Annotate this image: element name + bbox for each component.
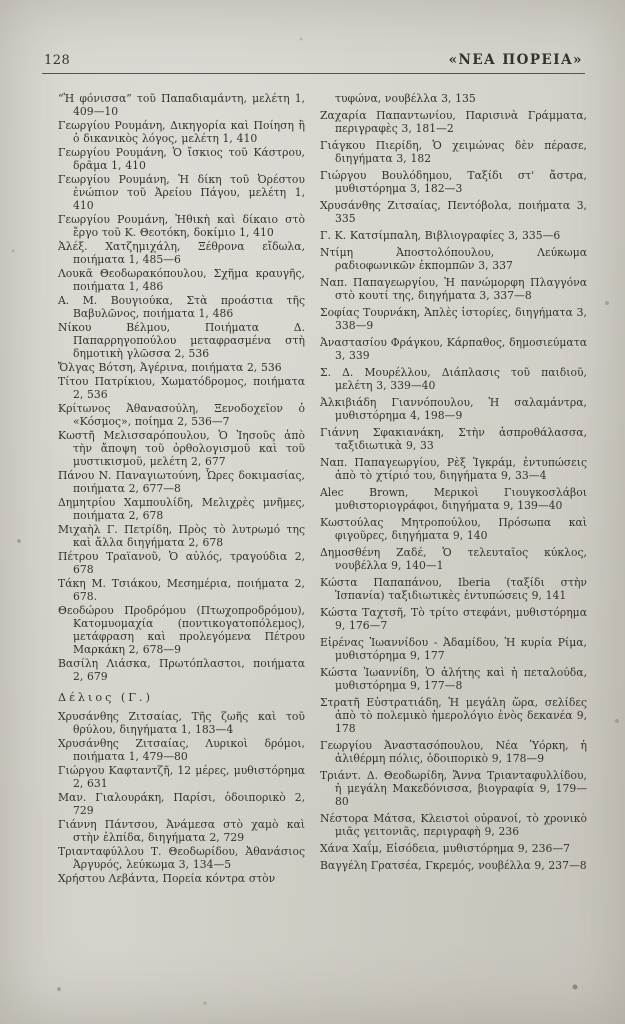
index-entry: Γιώργου Καφταντζῆ, 12 μέρες, μυθιστόρημα 2, 631 bbox=[58, 764, 305, 790]
index-entry: Γιώργου Βουλόδημου, Ταξίδι στ' ἄστρα, μυθιστόρημα 3, 182—3 bbox=[320, 169, 587, 195]
index-entry: Κωστούλας Μητροπούλου, Πρόσωπα καὶ φιγοῦρες, διηγήματα 9, 140 bbox=[320, 516, 587, 542]
left-column-entries-bottom bbox=[58, 710, 305, 885]
index-entry: Γεωργίου Ρουμάνη, Ἡ δίκη τοῦ Ὀρέστου ἐνώπιον τοῦ Ἀρείου Πάγου, μελέτη 1, 410 bbox=[58, 173, 305, 212]
index-entry: Στρατῆ Εὐστρατιάδη, Ἡ μεγάλη ὥρα, σελίδες ἀπὸ τὸ πολεμικὸ ἡμερολόγιο ἑνὸς δεκανέα 9, 178 bbox=[320, 696, 587, 735]
index-entry: Χρήστου Λεβάντα, Πορεία κόντρα στὸν bbox=[58, 872, 276, 885]
index-entry: Κώστα Ταχτσῆ, Τὸ τρίτο στεφάνι, μυθιστόρημα 9, 176—7 bbox=[320, 606, 587, 632]
index-entry: Κώστα Παπαπάνου, Iberia (ταξίδι στὴν Ἱσπανία) ταξιδιωτικὲς ἐντυπώσεις 9, 141 bbox=[320, 576, 587, 602]
index-entry: Χρυσάνθης Ζιτσαίας, Λυρικοὶ δρόμοι, ποιήματα 1, 479—80 bbox=[58, 737, 305, 763]
index-entry: Τίτου Πατρίκιου, Χωματόδρομος, ποιήματα 2, 536 bbox=[58, 375, 305, 401]
index-entry: Χάνα Χαΐμ, Εἰσόδεια, μυθιστόρημα 9, 236—7 bbox=[320, 842, 571, 855]
index-entry: Ὄλγας Βότση, Ἀγέρινα, ποιήματα 2, 536 bbox=[58, 361, 282, 374]
index-entry: Πέτρου Τραϊανοῦ, Ὁ αὐλός, τραγούδια 2, 678 bbox=[58, 550, 305, 576]
index-entry: Νέστορα Μάτσα, Κλειστοὶ οὐρανοί, τὸ χρονικὸ μιᾶς γειτονιᾶς, περιγραφὴ 9, 236 bbox=[320, 812, 587, 838]
index-entry: Δημοσθένη Ζαδέ, Ὁ τελευταῖος κύκλος, νουβέλλα 9, 140—1 bbox=[320, 546, 587, 572]
header-rule bbox=[42, 73, 585, 74]
index-entry: Γεωργίου Ρουμάνη, Δικηγορία καὶ Ποίηση ἢ ὁ δικανικὸς λόγος, μελέτη 1, 410 bbox=[58, 119, 305, 145]
page-number: 128 bbox=[44, 53, 71, 68]
entry-continuation-line: τυφώνα, νουβέλλα 3, 135 bbox=[335, 92, 476, 105]
index-entry: Γιάννη Πάντσου, Ἀνάμεσα στὸ χαμὸ καὶ στὴν ἐλπίδα, διηγήματα 2, 729 bbox=[58, 818, 305, 844]
index-entry: Τάκη Μ. Τσιάκου, Μεσημέρια, ποιήματα 2, 678. bbox=[58, 577, 305, 603]
index-columns bbox=[58, 92, 587, 886]
index-entry: Ναπ. Παπαγεωργίου, Ρὲξ Ἰγκράμ, ἐντυπώσεις ἀπὸ τὸ χτίριό του, διηγήματα 9, 33—4 bbox=[320, 456, 587, 482]
index-entry: Κωστῆ Μελισσαρόπουλου, Ὁ Ἰησοῦς ἀπὸ τὴν ἄποψη τοῦ ὀρθολογισμοῦ καὶ τοῦ μυστικισμοῦ, μελέτη 2, 677 bbox=[58, 429, 305, 468]
index-entry: Ἀλέξ. Χατζημιχάλη, Ξέθρονα εἴδωλα, ποιήματα 1, 485—6 bbox=[58, 240, 305, 266]
index-entry: Βαγγέλη Γρατσέα, Γκρεμός, νουβέλλα 9, 237—8 bbox=[320, 859, 587, 872]
page-header bbox=[44, 52, 583, 68]
index-entry: Κρίτωνος Ἀθανασούλη, Ξενοδοχεῖον ὁ «Κόσμος», ποίημα 2, 536—7 bbox=[58, 402, 305, 428]
index-entry: Θεοδώρου Προδρόμου (Πτωχοπροδρόμου), Κατομυομαχία (ποντικογατοπόλεμος), μετάφραση καὶ προλεγόμενα Πέτρου Μαρκάκη 2, 678—9 bbox=[58, 604, 305, 656]
right-column-entries bbox=[320, 109, 587, 872]
index-entry: Κώστα Ἰωαννίδη, Ὁ ἀλήτης καὶ ἡ πεταλούδα, μυθιστόρημα 9, 177—8 bbox=[320, 666, 587, 692]
index-entry: Γιάννη Σφακιανάκη, Στὴν ἀσπροθάλασσα, ταξιδιωτικὰ 9, 33 bbox=[320, 426, 587, 452]
index-entry: Γ. Κ. Κατσίμπαλη, Βιβλιογραφίες 3, 335—6 bbox=[320, 229, 561, 242]
index-entry: Γεωργίου Ἀναστασόπουλου, Νέα Ὑόρκη, ἡ ἀλιθέρμη πόλις, ὁδοιπορικὸ 9, 178—9 bbox=[320, 739, 587, 765]
index-entry: Δημητρίου Χαμπουλίδη, Μελιχρὲς μνῆμες, ποιήματα 2, 678 bbox=[58, 496, 305, 522]
index-entry: Α. Μ. Βουγιούκα, Στὰ προάστια τῆς Βαβυλῶνος, ποιήματα 1, 486 bbox=[58, 294, 305, 320]
index-entry: Χρυσάνθης Ζιτσαίας, Τῆς ζωῆς καὶ τοῦ θρύλου, διηγήματα 1, 183—4 bbox=[58, 710, 305, 736]
index-entry: Βασίλη Λιάσκα, Πρωτόπλαστοι, ποιήματα 2, 679 bbox=[58, 657, 305, 683]
index-entry: Χρυσάνθης Ζιτσαίας, Πεντόβολα, ποιήματα 3, 335 bbox=[320, 199, 587, 225]
index-entry: Σ. Δ. Μουρέλλου, Διάπλασις τοῦ παιδιοῦ, μελέτη 3, 339—40 bbox=[320, 366, 587, 392]
journal-title: «ΝΕΑ ΠΟΡΕΙΑ» bbox=[448, 52, 583, 68]
left-column-entries-top bbox=[58, 92, 305, 683]
index-entry: Εἰρένας Ἰωαννίδου - Ἀδαμίδου, Ἡ κυρία Ρίμα, μυθιστόρημα 9, 177 bbox=[320, 636, 587, 662]
left-column bbox=[58, 92, 305, 886]
index-entry: Τριανταφύλλου Τ. Θεοδωρίδου, Ἀθανάσιος Ἀργυρός, λεύκωμα 3, 134—5 bbox=[58, 845, 305, 871]
index-entry: Ντίμη Ἀποστολόπουλου, Λεύκωμα ραδιοφωνικῶν ἐκπομπῶν 3, 337 bbox=[320, 246, 587, 272]
index-entry: Λουκᾶ Θεοδωρακόπουλου, Σχῆμα κραυγῆς, ποιήματα 1, 486 bbox=[58, 267, 305, 293]
index-entry: “Ἡ φόνισσα” τοῦ Παπαδιαμάντη, μελέτη 1, 409—10 bbox=[58, 92, 305, 118]
index-entry: Ἀναστασίου Φράγκου, Κάρπαθος, δημοσιεύματα 3, 339 bbox=[320, 336, 587, 362]
index-entry: Ἀλκιβιάδη Γιαννόπουλου, Ἡ σαλαμάντρα, μυθιστόρημα 4, 198—9 bbox=[320, 396, 587, 422]
index-entry: Νίκου Βέλμου, Ποιήματα Δ. Παπαρρηγοπούλου μεταφρασμένα στὴ δημοτικὴ γλῶσσα 2, 536 bbox=[58, 321, 305, 360]
index-entry: Μαν. Γιαλουράκη, Παρίσι, ὁδοιπορικὸ 2, 729 bbox=[58, 791, 305, 817]
index-entry: Γεωργίου Ρουμάνη, Ἠθικὴ καὶ δίκαιο στὸ ἔργο τοῦ Κ. Θεοτόκη, δοκίμιο 1, 410 bbox=[58, 213, 305, 239]
index-entry: Γιάγκου Πιερίδη, Ὁ χειμώνας δὲν πέρασε, διηγήματα 3, 182 bbox=[320, 139, 587, 165]
index-entry: Ζαχαρία Παπαντωνίου, Παρισινὰ Γράμματα, περιγραφὲς 3, 181—2 bbox=[320, 109, 587, 135]
index-entry: Πάνου Ν. Παναγιωτούνη, Ὧρες δοκιμασίας, ποιήματα 2, 677—8 bbox=[58, 469, 305, 495]
right-column bbox=[320, 92, 587, 886]
index-entry: Σοφίας Τουρνάκη, Ἁπλὲς ἱστορίες, διηγήματα 3, 338—9 bbox=[320, 306, 587, 332]
index-entry: Μιχαὴλ Γ. Πετρίδη, Πρὸς τὸ λυτρωμό της καὶ ἄλλα διηγήματα 2, 678 bbox=[58, 523, 305, 549]
section-heading-delios: Δέλιος (Γ.) bbox=[58, 691, 153, 704]
index-entry: Alec Brown, Μερικοὶ Γιουγκοσλάβοι μυθιστοριογράφοι, διηγήματα 9, 139—40 bbox=[320, 486, 587, 512]
index-entry: Ναπ. Παπαγεωργίου, Ἡ πανώμορφη Πλαγγόνα στὸ κουτί της, διηγήματα 3, 337—8 bbox=[320, 276, 587, 302]
index-entry: Γεωργίου Ρουμάνη, Ὁ ἴσκιος τοῦ Κάστρου, δρᾶμα 1, 410 bbox=[58, 146, 305, 172]
index-entry: Τριάντ. Δ. Θεοδωρίδη, Ἄννα Τριανταφυλλίδου, ἡ μεγάλη Μακεδόνισσα, βιογραφία 9, 179—80 bbox=[320, 769, 587, 808]
